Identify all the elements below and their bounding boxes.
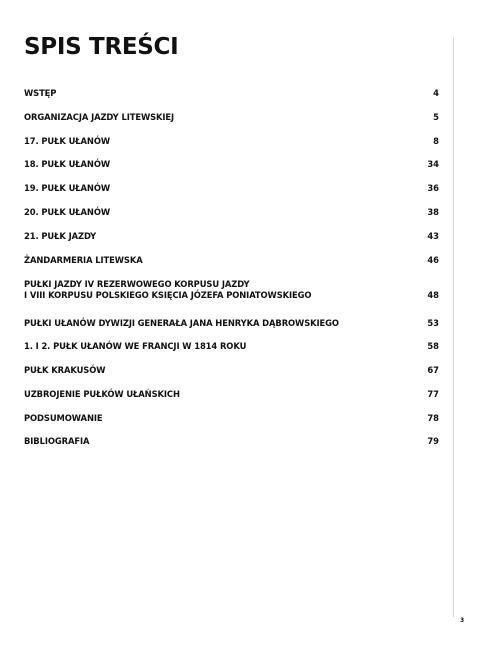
toc-entry-page: 53 <box>427 318 439 328</box>
toc-entry-title: 18. PUŁK UŁANÓW <box>24 159 111 169</box>
toc-entry-page: 38 <box>427 207 439 217</box>
toc-entry-title: PUŁK KRAKUSÓW <box>24 365 106 375</box>
toc-entry-page: 4 <box>433 88 439 98</box>
toc-entry-page: 8 <box>433 136 439 146</box>
toc-entry[interactable] <box>24 389 439 400</box>
toc-entry-page: 67 <box>427 365 439 375</box>
toc-entry-page: 36 <box>427 183 439 193</box>
toc-entry-title: PODSUMOWANIE <box>24 413 103 423</box>
toc-entry[interactable] <box>24 255 439 266</box>
toc-entry-title: 17. PUŁK UŁANÓW <box>24 136 111 146</box>
toc-entry-title: BIBLIOGRAFIA <box>24 436 90 446</box>
toc-entry[interactable] <box>24 183 439 194</box>
toc-entry[interactable] <box>24 136 439 147</box>
toc-entry-title: 19. PUŁK UŁANÓW <box>24 183 111 193</box>
vertical-divider <box>453 37 454 617</box>
toc-entry-title: 1. I 2. PUŁK UŁANÓW WE FRANCJI W 1814 ROKU <box>24 341 247 351</box>
toc-entry-title: ORGANIZACJA JAZDY LITEWSKIEJ <box>24 112 175 122</box>
toc-entry-title: PUŁKI UŁANÓW DYWIZJI GENERAŁA JANA HENRYKA DĄBROWSKIEGO <box>24 318 339 328</box>
toc-entry[interactable] <box>24 318 439 329</box>
toc-entry-page: 58 <box>427 341 439 351</box>
toc-entry-title: ŻANDARMERIA LITEWSKA <box>24 255 143 265</box>
toc-entry[interactable] <box>24 365 439 376</box>
toc-entry[interactable] <box>24 88 439 99</box>
toc-entry-title: WSTĘP <box>24 88 57 98</box>
toc-entry-title: 21. PUŁK JAZDY <box>24 231 97 241</box>
toc-entry-title: PUŁKI JAZDY IV REZERWOWEGO KORPUSU JAZDY I VIII KORPUSU POLSKIEGO KSIĘCIA JÓZEFA PONIATOWSKIEGO <box>24 279 312 300</box>
toc-entry[interactable] <box>24 279 439 300</box>
toc-entry-page: 43 <box>427 231 439 241</box>
page-title: SPIS TREŚCI <box>24 34 179 60</box>
toc-entry-page: 78 <box>427 413 439 423</box>
toc-entry[interactable] <box>24 207 439 218</box>
toc-entry[interactable] <box>24 231 439 242</box>
toc-entry[interactable] <box>24 159 439 170</box>
toc-entry-title: UZBROJENIE PUŁKÓW UŁAŃSKICH <box>24 389 180 399</box>
toc-entry[interactable] <box>24 436 439 447</box>
toc-entry[interactable] <box>24 341 439 352</box>
toc-entry-title: 20. PUŁK UŁANÓW <box>24 207 111 217</box>
toc-entry-page: 46 <box>427 255 439 265</box>
toc-entry-page: 48 <box>427 289 439 300</box>
toc-entry-page: 34 <box>427 159 439 169</box>
toc-entry[interactable] <box>24 112 439 123</box>
toc-entry-page: 79 <box>427 436 439 446</box>
toc-entry[interactable] <box>24 413 439 424</box>
page-number: 3 <box>460 617 465 624</box>
toc-entry-page: 77 <box>427 389 439 399</box>
toc-entry-page: 5 <box>433 112 439 122</box>
